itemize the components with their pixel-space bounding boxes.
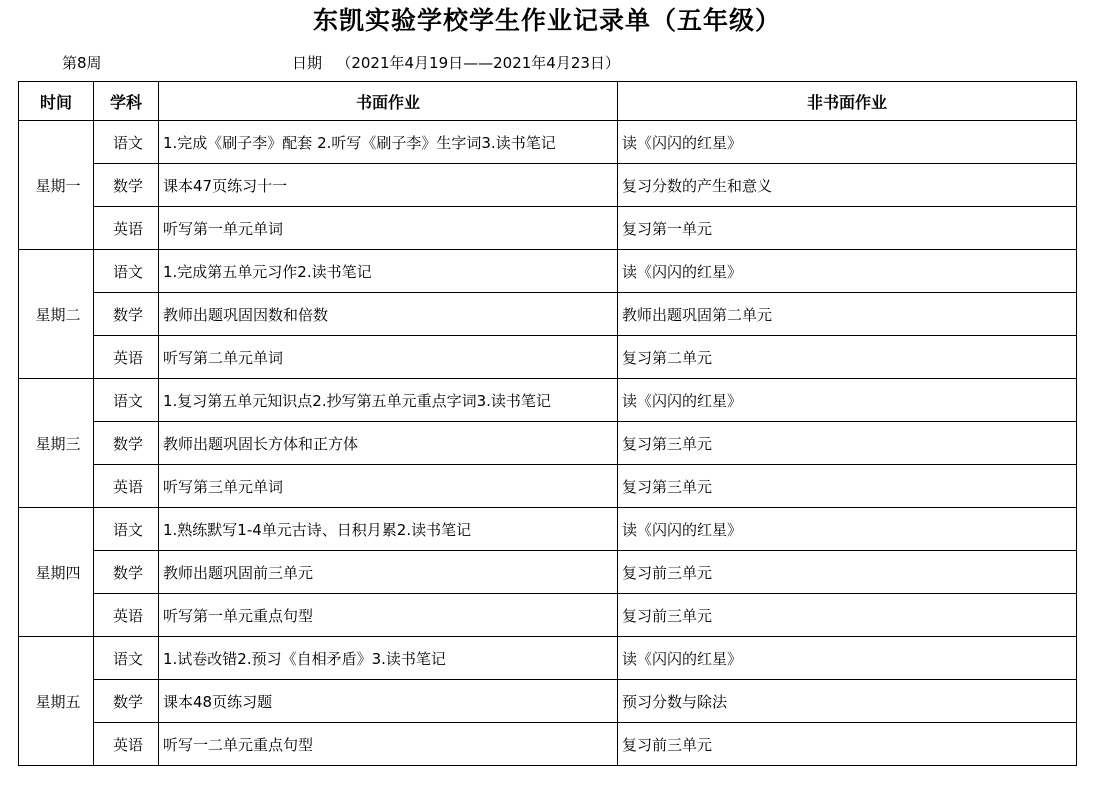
table-row [19, 164, 1077, 207]
non-written-cell: 读《闪闪的红星》 [618, 121, 1077, 164]
written-cell: 1.复习第五单元知识点2.抄写第五单元重点字词3.读书笔记 [159, 379, 618, 422]
subject-cell: 英语 [94, 207, 159, 250]
non-written-cell: 教师出题巩固第二单元 [618, 293, 1077, 336]
day-cell-wednesday: 星期三 [19, 379, 94, 508]
subject-cell: 语文 [94, 121, 159, 164]
table-row [19, 723, 1077, 766]
non-written-cell: 读《闪闪的红星》 [618, 637, 1077, 680]
day-cell-friday: 星期五 [19, 637, 94, 766]
written-cell: 教师出题巩固长方体和正方体 [159, 422, 618, 465]
week-label: 第8周 [62, 54, 102, 72]
written-cell: 听写第二单元单词 [159, 336, 618, 379]
written-cell: 1.完成《刷子李》配套 2.听写《刷子李》生字词3.读书笔记 [159, 121, 618, 164]
table-row [19, 207, 1077, 250]
header-row [19, 82, 1077, 121]
written-cell: 1.试卷改错2.预习《自相矛盾》3.读书笔记 [159, 637, 618, 680]
subject-cell: 英语 [94, 336, 159, 379]
table-row [19, 551, 1077, 594]
table-row [19, 336, 1077, 379]
written-cell: 听写第一单元单词 [159, 207, 618, 250]
non-written-cell: 复习第二单元 [618, 336, 1077, 379]
subject-cell: 英语 [94, 594, 159, 637]
header-subject: 学科 [94, 82, 159, 121]
written-cell: 1.熟练默写1-4单元古诗、日积月累2.读书笔记 [159, 508, 618, 551]
written-cell: 教师出题巩固前三单元 [159, 551, 618, 594]
written-cell: 听写一二单元重点句型 [159, 723, 618, 766]
non-written-cell: 复习第一单元 [618, 207, 1077, 250]
subject-cell: 数学 [94, 164, 159, 207]
subject-cell: 语文 [94, 508, 159, 551]
non-written-cell: 复习第三单元 [618, 422, 1077, 465]
non-written-cell: 读《闪闪的红星》 [618, 250, 1077, 293]
table-row [19, 250, 1077, 293]
day-cell-thursday: 星期四 [19, 508, 94, 637]
non-written-cell: 复习前三单元 [618, 723, 1077, 766]
day-cell-tuesday: 星期二 [19, 250, 94, 379]
non-written-cell: 复习前三单元 [618, 551, 1077, 594]
page-title: 东凯实验学校学生作业记录单（五年级） [312, 6, 781, 35]
table-row [19, 293, 1077, 336]
subject-cell: 数学 [94, 293, 159, 336]
table-row [19, 379, 1077, 422]
header-written: 书面作业 [159, 82, 618, 121]
subject-cell: 数学 [94, 422, 159, 465]
date-range: （2021年4月19日——2021年4月23日） [336, 54, 620, 72]
written-cell: 课本47页练习十一 [159, 164, 618, 207]
header-non-written: 非书面作业 [618, 82, 1077, 121]
table-row [19, 508, 1077, 551]
table-row [19, 465, 1077, 508]
written-cell: 听写第一单元重点句型 [159, 594, 618, 637]
non-written-cell: 复习前三单元 [618, 594, 1077, 637]
written-cell: 听写第三单元单词 [159, 465, 618, 508]
day-cell-monday: 星期一 [19, 121, 94, 250]
non-written-cell: 复习分数的产生和意义 [618, 164, 1077, 207]
table-row [19, 594, 1077, 637]
non-written-cell: 预习分数与除法 [618, 680, 1077, 723]
subject-cell: 数学 [94, 551, 159, 594]
table-row [19, 680, 1077, 723]
non-written-cell: 复习第三单元 [618, 465, 1077, 508]
written-cell: 1.完成第五单元习作2.读书笔记 [159, 250, 618, 293]
header-time: 时间 [19, 82, 94, 121]
subject-cell: 数学 [94, 680, 159, 723]
date-label: 日期 [292, 54, 323, 72]
subject-cell: 语文 [94, 637, 159, 680]
subject-cell: 语文 [94, 379, 159, 422]
date-line [292, 52, 620, 74]
subject-cell: 语文 [94, 250, 159, 293]
subject-cell: 英语 [94, 465, 159, 508]
written-cell: 教师出题巩固因数和倍数 [159, 293, 618, 336]
homework-table [18, 81, 1077, 766]
table-row [19, 637, 1077, 680]
written-cell: 课本48页练习题 [159, 680, 618, 723]
table-row [19, 422, 1077, 465]
non-written-cell: 读《闪闪的红星》 [618, 379, 1077, 422]
subject-cell: 英语 [94, 723, 159, 766]
non-written-cell: 读《闪闪的红星》 [618, 508, 1077, 551]
table-row [19, 121, 1077, 164]
